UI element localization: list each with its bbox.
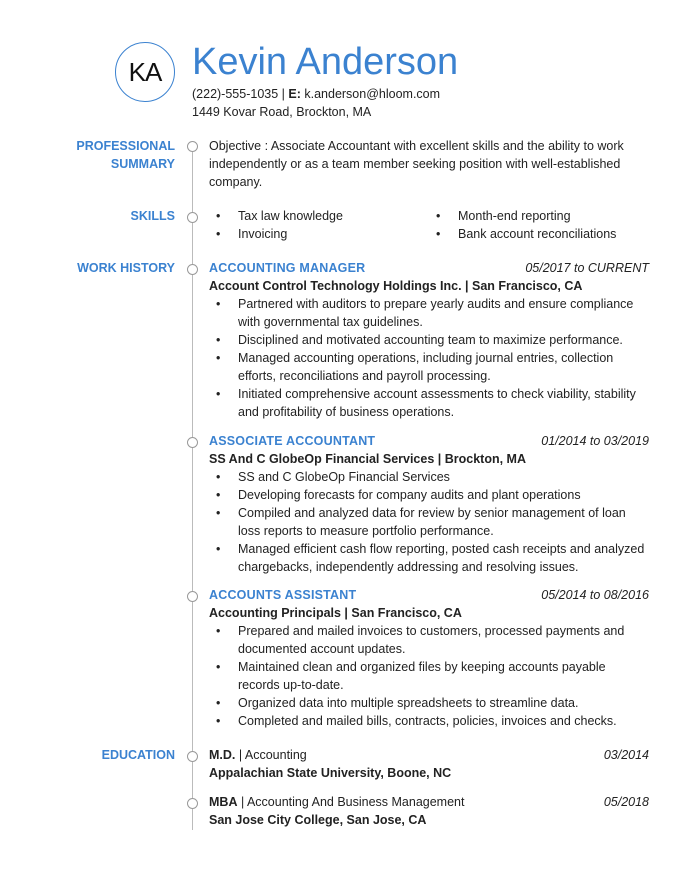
initials: KA <box>128 56 162 87</box>
list-item: • Organized data into multiple spreadsheets to streamline data. <box>209 694 649 712</box>
email-label: E: <box>288 87 301 101</box>
job-entry <box>209 432 649 576</box>
job-entry <box>209 586 649 730</box>
email-link[interactable]: k.anderson@hloom.com <box>304 87 441 101</box>
timeline-dot <box>187 264 198 275</box>
separator: | <box>278 87 289 101</box>
job-dates: 05/2017 to CURRENT <box>525 261 649 275</box>
section-title-skills: SKILLS <box>130 209 175 223</box>
timeline-dot <box>187 751 198 762</box>
education-entry <box>209 793 649 829</box>
list-item: • Prepared and mailed invoices to customers, processed payments and documented account updates. <box>209 622 649 658</box>
job-dates: 01/2014 to 03/2019 <box>541 434 649 448</box>
candidate-name: Kevin Anderson <box>192 41 459 83</box>
section-title-summary <box>76 137 175 173</box>
section-title-work: WORK HISTORY <box>77 261 175 275</box>
list-item: • Partnered with auditors to prepare yearly audits and ensure compliance with governmental tax guidelines. <box>209 295 649 331</box>
skill-item: • Tax law knowledge <box>209 207 343 225</box>
list-item: • Completed and mailed bills, contracts, policies, invoices and checks. <box>209 712 649 730</box>
degree <box>209 793 464 811</box>
employer: SS And C GlobeOp Financial Services | Brockton, MA <box>209 452 526 466</box>
job-bullets <box>209 622 649 730</box>
job-bullets <box>209 468 649 576</box>
job-dates: 05/2014 to 08/2016 <box>541 588 649 602</box>
job-title: ACCOUNTS ASSISTANT <box>209 588 357 602</box>
degree-name: MBA <box>209 795 238 809</box>
summary-block <box>209 137 634 191</box>
list-item: • Managed efficient cash flow reporting, posted cash receipts and analyzed chargebacks, independently addressing and resolving issues. <box>209 540 649 576</box>
list-item: • Compiled and analyzed data for review by senior management of loan loss reports to measure portfolio performance. <box>209 504 649 540</box>
list-item: • Managed accounting operations, including journal entries, collection efforts, reconciliations and payroll processing. <box>209 349 649 385</box>
job-bullets <box>209 295 649 421</box>
education-date: 05/2018 <box>603 795 649 809</box>
skill-item: • Invoicing <box>209 225 287 243</box>
summary-text: Objective : Associate Accountant with excellent skills and the ability to work independently or as a team member seeking position with well-established company. <box>209 139 624 189</box>
employer: Accounting Principals | San Francisco, CA <box>209 606 462 620</box>
timeline-dot <box>187 212 198 223</box>
timeline-dot <box>187 798 198 809</box>
school: Appalachian State University, Boone, NC <box>209 766 452 780</box>
list-item: • Maintained clean and organized files by keeping accounts payable records up-to-date. <box>209 658 649 694</box>
job-entry <box>209 259 649 421</box>
school: San Jose City College, San Jose, CA <box>209 813 427 827</box>
education-date: 03/2014 <box>603 748 649 762</box>
list-item: • Initiated comprehensive account assessments to check viability, stability and profitability of business operations. <box>209 385 649 421</box>
skill-item: • Month-end reporting <box>429 207 571 225</box>
contact-line <box>192 86 440 102</box>
employer: Account Control Technology Holdings Inc. | San Francisco, CA <box>209 279 583 293</box>
list-item: • SS and C GlobeOp Financial Services <box>209 468 649 486</box>
section-title-line: PROFESSIONAL <box>76 139 175 153</box>
phone: (222)-555-1035 <box>192 87 279 101</box>
monogram-badge <box>115 42 175 102</box>
degree <box>209 746 307 764</box>
timeline-dot <box>187 591 198 602</box>
education-entry <box>209 746 649 782</box>
timeline-dot <box>187 437 198 448</box>
address: 1449 Kovar Road, Brockton, MA <box>192 105 372 119</box>
skills-list <box>209 207 649 247</box>
section-title-education: EDUCATION <box>101 748 175 762</box>
degree-field: | Accounting <box>235 748 307 762</box>
list-item: • Disciplined and motivated accounting team to maximize performance. <box>209 331 649 349</box>
timeline-dot <box>187 141 198 152</box>
section-title-line: SUMMARY <box>110 157 175 171</box>
job-title: ACCOUNTING MANAGER <box>209 261 366 275</box>
job-title: ASSOCIATE ACCOUNTANT <box>209 434 376 448</box>
skill-item: • Bank account reconciliations <box>429 225 616 243</box>
timeline-line <box>192 146 193 830</box>
degree-field: | Accounting And Business Management <box>237 795 465 809</box>
list-item: • Developing forecasts for company audits and plant operations <box>209 486 649 504</box>
degree-name: M.D. <box>209 748 236 762</box>
